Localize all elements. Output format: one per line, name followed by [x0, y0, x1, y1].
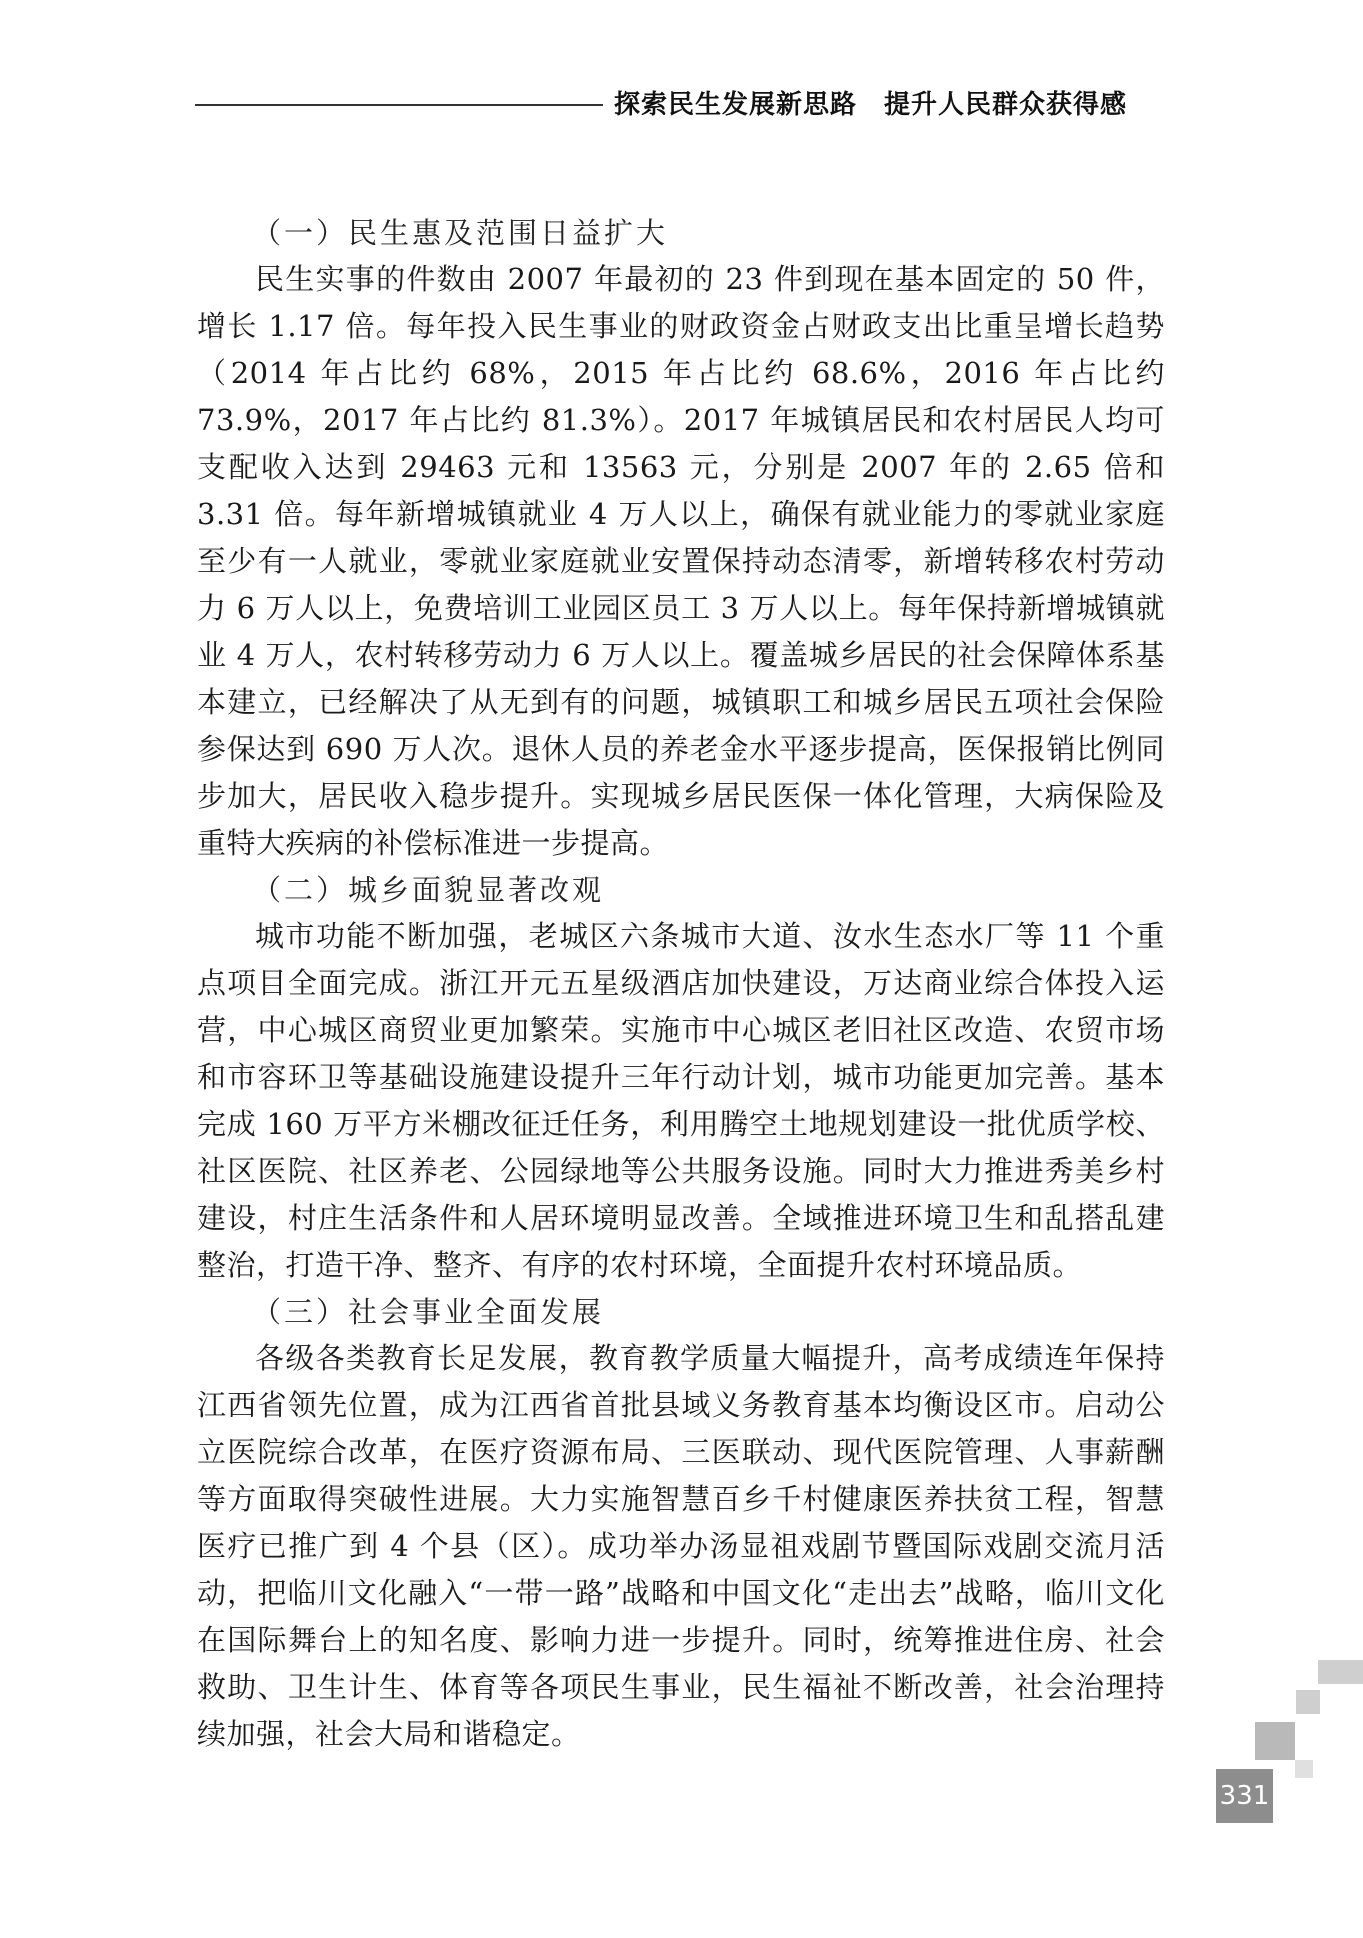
running-header-title: 探索民生发展新思路 提升人民群众获得感 — [614, 90, 1128, 120]
section-paragraph-2: 城市功能不断加强，老城区六条城市大道、汝水生态水厂等 11 个重点项目全面完成。浙江开元五星级酒店加快建设，万达商业综合体投入运营，中心城区商贸业更加繁荣。实施市中心城区老旧社区改造、农贸市场和市容环卫等基础设施建设提升三年行动计划，城市功能更加完善。基本完成 160 万平方米棚改征迁任务，利用腾空土地规划建设一批优质学校、社区医院、社区养老、公园绿地等公共服务设施。同时大力推进秀美乡村建设，村庄生活条件和人居环境明显改善。全域推进环境卫生和乱搭乱建整治，打造干净、整齐、有序的农村环境，全面提升农村环境品质。 — [197, 919, 1165, 1282]
section-paragraph-1: 民生实事的件数由 2007 年最初的 23 件到现在基本固定的 50 件，增长 1.17 倍。每年投入民生事业的财政资金占财政支出比重呈增长趋势（2014 年占比约 68%，2015 年占比约 68.6%，2016 年占比约 73.9%，2017 年占比约 81.3%）。2017 年城镇居民和农村居民人均可支配收入达到 29463 元和 13563 元，分别是 2007 年的 2.65 倍和 3.31 倍。每年新增城镇就业 4 万人以上，确保有就业能力的零就业家庭至少有一人就业，零就业家庭就业安置保持动态清零，新增转移农村劳动力 6 万人以上，免费培训工业园区员工 3 万人以上。每年保持新增城镇就业 4 万人，农村转移劳动力 6 万人以上。覆盖城乡居民的社会保障体系基本建立，已经解决了从无到有的问题，城镇职工和城乡居民五项社会保险参保达到 690 万人次。退休人员的养老金水平逐步提高，医保报销比例同步加大，居民收入稳步提升。实现城乡居民医保一体化管理，大病保险及重特大疾病的补偿标准进一步提高。 — [197, 262, 1165, 860]
decorative-square-3 — [1255, 1722, 1295, 1760]
page-number: 331 — [1216, 1769, 1273, 1823]
section-heading-1: （一）民生惠及范围日益扩大 — [252, 216, 669, 250]
decorative-square-2 — [1296, 1690, 1320, 1714]
header-rule — [195, 104, 603, 106]
section-heading-3: （三）社会事业全面发展 — [252, 1295, 605, 1329]
decorative-square-4 — [1295, 1760, 1313, 1778]
decorative-square-1 — [1318, 1660, 1363, 1684]
body-content — [197, 210, 1165, 1758]
section-paragraph-3: 各级各类教育长足发展，教育教学质量大幅提升，高考成绩连年保持江西省领先位置，成为江西省首批县域义务教育基本均衡设区市。启动公立医院综合改革，在医疗资源布局、三医联动、现代医院管理、人事薪酬等方面取得突破性进展。大力实施智慧百乡千村健康医养扶贫工程，智慧医疗已推广到 4 个县（区）。成功举办汤显祖戏剧节暨国际戏剧交流月活动，把临川文化融入“一带一路”战略和中国文化“走出去”战略，临川文化在国际舞台上的知名度、影响力进一步提升。同时，统筹推进住房、社会救助、卫生计生、体育等各项民生事业，民生福祉不断改善，社会治理持续加强，社会大局和谐稳定。 — [197, 1341, 1165, 1751]
section-heading-2: （二）城乡面貌显著改观 — [252, 873, 605, 907]
